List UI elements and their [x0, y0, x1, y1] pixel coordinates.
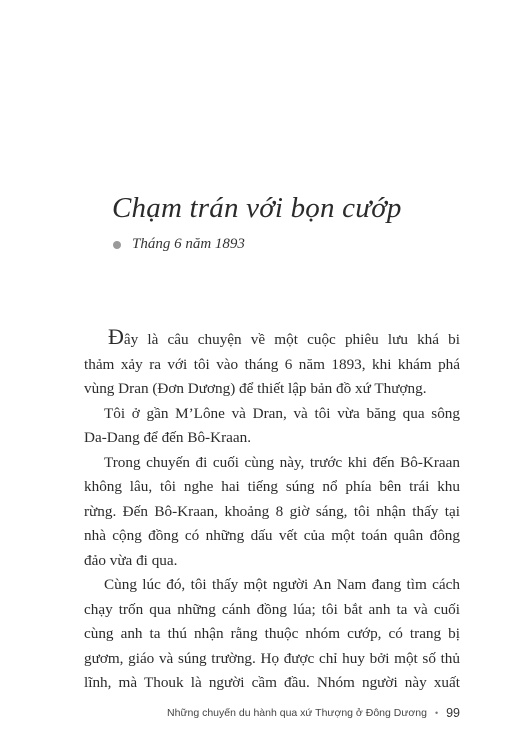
- text-line: Tôi ở gần M’Lône và Dran, và tôi vừa băng qua sông: [104, 404, 460, 422]
- text-line: Trong chuyến đi cuối cùng này, trước khi đến Bô-Kraan: [104, 453, 460, 471]
- text-line: cùng anh ta thú nhận rằng thuộc nhóm cướp, có trang bị: [84, 625, 460, 642]
- paragraph: [84, 402, 460, 451]
- text-line: lĩnh, mà Thouk là người cầm đầu. Nhóm người này xuất: [84, 674, 460, 691]
- chapter-date-line: [113, 236, 245, 253]
- bullet-icon: [113, 241, 121, 249]
- text-line: rừng. Đến Bô-Kraan, khoảng 8 giờ sáng, tôi nhận thấy tại: [84, 502, 460, 520]
- text-line: gươm, giáo và súng trường. Họ được chỉ huy bởi một số thủ: [84, 649, 460, 667]
- text-line: đảo vừa đi qua.: [84, 551, 178, 569]
- page-number: 99: [446, 706, 460, 720]
- chapter-date: Tháng 6 năm 1893: [132, 236, 245, 252]
- text-line: vùng Dran (Đơn Dương) để thiết lập bản đồ xứ Thượng.: [84, 380, 427, 397]
- paragraph: [84, 451, 460, 574]
- text-line: [84, 326, 460, 353]
- text-line: thảm xảy ra với tôi vào tháng 6 năm 1893, khi khám phá: [84, 355, 460, 373]
- body-text: [84, 326, 460, 696]
- page-footer: [167, 706, 460, 720]
- text-line: nhà cộng đồng có những dấu vết của một toán quân đông: [84, 527, 460, 544]
- paragraph: [84, 573, 460, 696]
- text-line-rest: ây là câu chuyện về một cuộc phiêu lưu khá bi: [123, 331, 460, 348]
- text-line: chạy trốn qua những cánh đồng lúa; tôi bắt anh ta và cuối: [84, 600, 460, 618]
- paragraph: [84, 326, 460, 402]
- footer-separator: •: [434, 708, 439, 718]
- chapter-title: Chạm trán với bọn cướp: [112, 192, 402, 224]
- text-line: Da-Dang để đến Bô-Kraan.: [84, 429, 251, 446]
- running-title: Những chuyến du hành qua xứ Thượng ở Đông Dương: [167, 707, 427, 719]
- text-line: Cùng lúc đó, tôi thấy một người An Nam đang tìm cách: [104, 576, 460, 593]
- drop-cap: Đ: [108, 324, 124, 349]
- text-line: không lâu, tôi nghe hai tiếng súng nổ phía bên trái khu: [84, 478, 460, 495]
